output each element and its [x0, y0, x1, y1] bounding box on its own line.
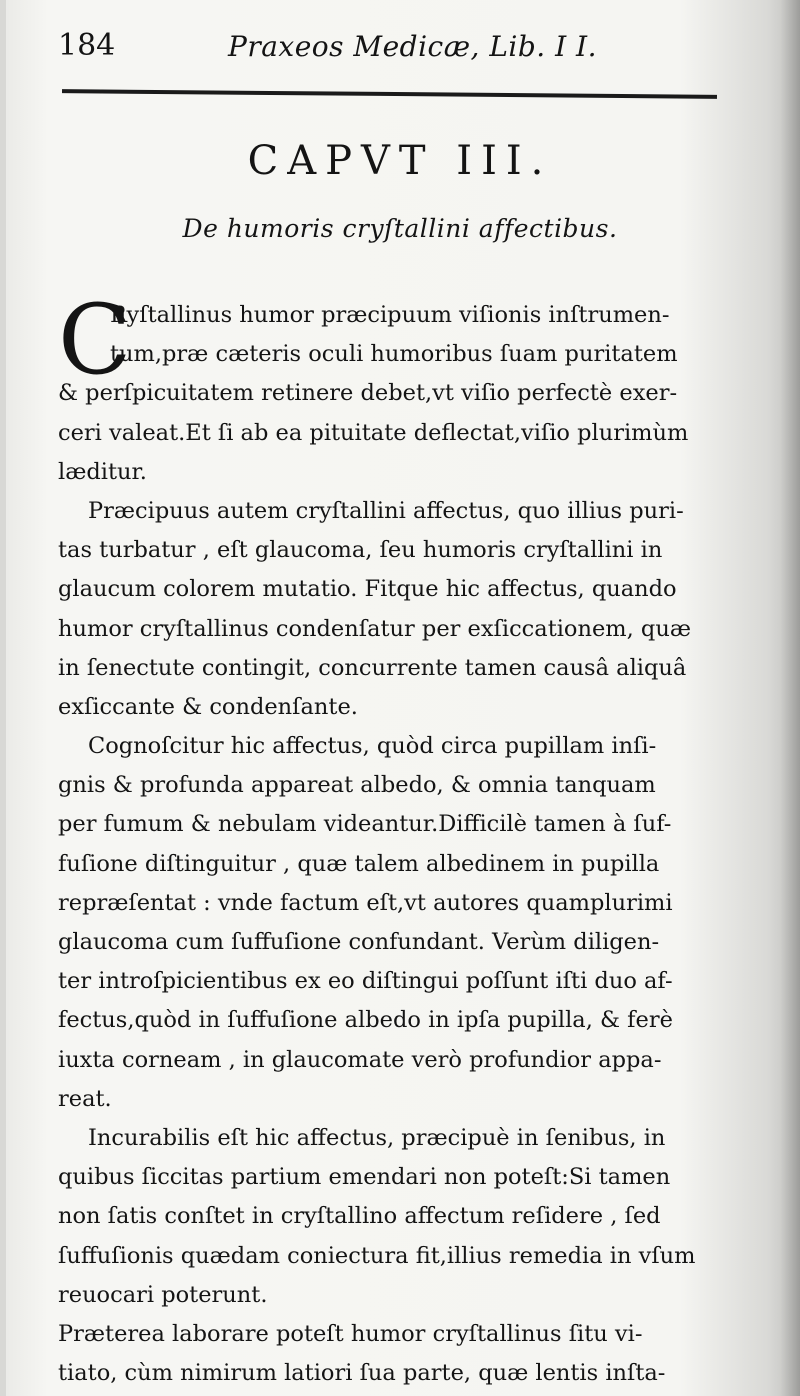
text-line: quibus ſiccitas partium emendari non poteſt:Si tamen — [58, 1164, 671, 1191]
running-title: Praxeos Medicæ, Lib. I I. — [228, 30, 598, 63]
text-line: ter introſpicientibus ex eo diſtingui poſſunt iſti duo af- — [58, 968, 673, 995]
running-header — [58, 22, 738, 72]
page-number: 184 — [58, 28, 116, 63]
text-line: tas turbatur , eſt glaucoma, ſeu humoris cryſtallini in — [58, 537, 663, 564]
text-line: ſuffuſionis quædam coniectura fit,illius remedia in vſum — [58, 1242, 696, 1269]
text-line: glaucum colorem mutatio. Fitque hic affectus, quando — [58, 576, 677, 603]
text-line: iuxta corneam , in glaucomate verò profundior appa- — [58, 1046, 662, 1073]
paragraph-1 — [58, 284, 758, 492]
chapter-subtitle: De humoris cryſtallini affectibus. — [182, 214, 618, 243]
text-line: ceri valeat.Et ſi ab ea pituitate deflectat,viſio plurimùm — [58, 419, 689, 446]
drop-cap: C — [58, 284, 132, 396]
chapter-heading: CAPVT III. — [247, 138, 553, 184]
text-line: in ſenectute contingit, concurrente tamen causâ aliquâ — [58, 654, 687, 681]
text-line: fuſione diſtinguitur , quæ talem albedinem in pupilla — [58, 850, 660, 877]
text-line: gnis & profunda appareat albedo, & omnia tanquam — [58, 772, 656, 799]
text-line: Cognoſcitur hic affectus, quòd circa pupillam inſi- — [88, 733, 657, 760]
text-line: fectus,quòd in ſuffuſione albedo in ipſa pupilla, & ferè — [58, 1007, 673, 1034]
paragraph-3 — [58, 727, 758, 1119]
text-line: humor cryſtallinus condenſatur per exſiccationem, quæ — [58, 615, 691, 642]
text-line: tum,præ cæteris oculi humoribus ſuam puritatem — [110, 341, 678, 368]
paragraph-2 — [58, 492, 758, 727]
text-line: reuocari poterunt. — [58, 1281, 268, 1308]
text-line: tiato, cùm nimirum latiori ſua parte, quæ lentis inſta- — [58, 1360, 666, 1387]
paragraph-4 — [58, 1119, 758, 1315]
page-edge — [0, 0, 6, 1396]
text-line: & perſpicuitatem retinere debet,vt viſio perfectè exer- — [58, 380, 678, 407]
text-line: repræſentat : vnde factum eſt,vt autores quamplurimi — [58, 889, 673, 916]
body-text — [58, 284, 758, 1393]
header-rule — [62, 89, 717, 99]
text-line: glaucoma cum ſuffuſione confundant. Verùm diligen- — [58, 929, 660, 955]
text-line: Præterea laborare poteſt humor cryſtallinus ſitu vi- — [58, 1320, 643, 1347]
text-line: exſiccante & condenſante. — [58, 693, 358, 720]
text-line: non ſatis conſtet in cryſtallino affectum reſidere , ſed — [58, 1203, 661, 1230]
text-line: Ryſtallinus humor præcipuum viſionis inſtrumen- — [110, 302, 670, 328]
text-line: Incurabilis eſt hic affectus, præcipuè in ſenibus, in — [88, 1124, 666, 1151]
text-line: reat. — [58, 1085, 112, 1112]
text-line: Præcipuus autem cryſtallini affectus, quo illius puri- — [88, 497, 684, 524]
text-line: per fumum & nebulam videantur.Difficilè tamen à ſuf- — [58, 811, 672, 838]
text-line: læditur. — [58, 458, 147, 485]
paragraph-5 — [58, 1315, 758, 1393]
page-gutter-shadow — [780, 0, 800, 1396]
